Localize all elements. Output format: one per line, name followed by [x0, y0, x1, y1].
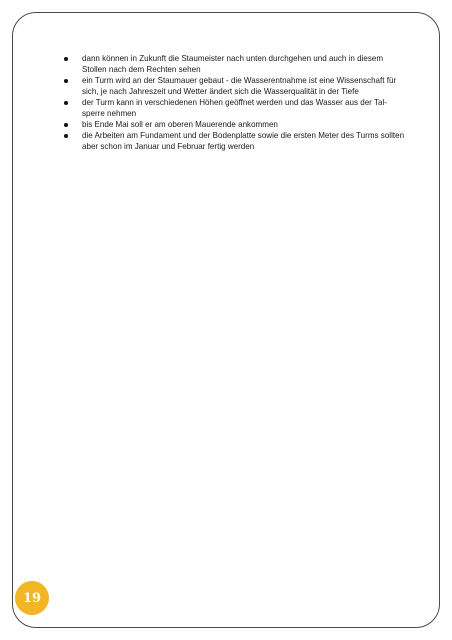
- list-item-text: bis Ende Mai soll er am oberen Mauerende ankommen: [82, 120, 278, 129]
- bullet-icon: [64, 123, 68, 127]
- bullet-icon: [64, 79, 68, 83]
- page-number-badge: [15, 581, 49, 615]
- bullet-icon: [64, 101, 68, 105]
- list-item: [62, 53, 407, 75]
- list-item: [62, 75, 407, 97]
- list-item-text: der Turm kann in verschiedenen Höhen geöffnet werden und das Wasser aus der Tal-sperre nehmen: [82, 98, 387, 118]
- list-item-text: dann können in Zukunft die Staumeister nach unten durchgehen und auch in diesem Stollen nach dem Rechten sehen: [82, 54, 384, 74]
- list-item: [62, 97, 407, 119]
- bullet-list: [62, 53, 407, 152]
- list-item-text: die Arbeiten am Fundament und der Bodenplatte sowie die ersten Meter des Turms sollten aber schon im Januar und Februar fertig werden: [82, 131, 405, 151]
- list-item: [62, 119, 407, 130]
- bullet-icon: [64, 134, 68, 138]
- list-item: [62, 130, 407, 152]
- bullet-icon: [64, 57, 68, 61]
- list-item-text: ein Turm wird an der Staumauer gebaut - die Wasserentnahme ist eine Wissenschaft für sich, je nach Jahreszeit und Wetter ändert sich die Wasserqualität in der Tiefe: [82, 76, 397, 96]
- page-number: 19: [22, 590, 42, 606]
